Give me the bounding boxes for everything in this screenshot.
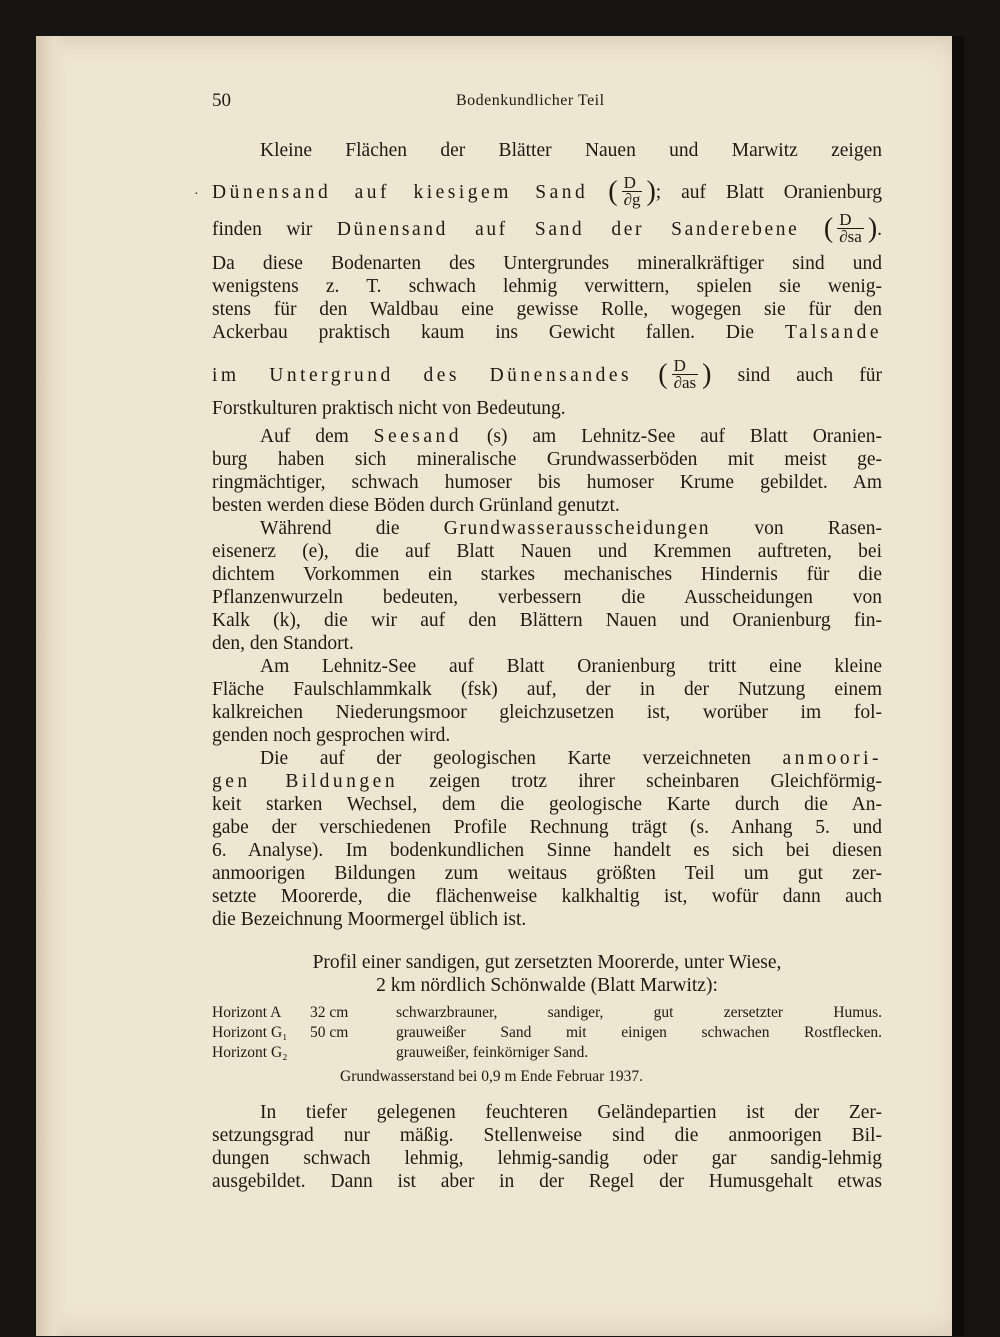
fraction: $\frac{D}{\partial sa}$ <box>839 210 862 246</box>
fraction: $\frac{D}{\partial g}$ <box>623 173 641 209</box>
text-line: Kleine Flächen der Blätter Nauen und Marwitz zeigen <box>260 140 882 161</box>
profile-title: 2 km nördlich Schönwalde (Blatt Marwitz): <box>376 975 718 996</box>
text-line: genden noch gesprochen wird. <box>212 725 451 746</box>
text-line: den, den Standort. <box>212 633 354 654</box>
text-line: Am Lehnitz-See auf Blatt Oranienburg tritt eine kleine <box>260 656 882 677</box>
profile-horizon: Horizont A <box>212 1004 282 1021</box>
text-line: ringmächtiger, schwach humoser bis humoser Krume gebildet. Am <box>212 472 882 493</box>
text-line: Die auf der geologischen Karte verzeichneten anmoori- <box>260 748 882 769</box>
profile-depth: 50 cm <box>310 1024 349 1041</box>
text-line: im Untergrund des Dünensandes ( $\frac{D}{\partial as}$ ) sind auch für <box>212 356 883 392</box>
text-line: stens für den Waldbau eine gewisse Rolle, wogegen sie für den <box>212 299 882 320</box>
text-line: Da diese Bodenarten des Untergrundes mineralkräftiger sind und <box>212 253 882 274</box>
margin-mark: · <box>194 187 199 202</box>
text-line: Forstkulturen praktisch nicht von Bedeutung. <box>212 398 566 419</box>
text-line: Fläche Faulschlammkalk (fsk) auf, der in der Nutzung einem <box>212 679 882 700</box>
text-line: wenigstens z. T. schwach lehmig verwittern, spielen sie wenig- <box>212 276 882 297</box>
text-line: Pflanzenwurzeln bedeuten, verbessern die Ausscheidungen von <box>212 587 882 608</box>
text-line: keit starken Wechsel, dem die geologische Karte durch die An- <box>212 794 882 815</box>
profile-description: grauweißer Sand mit einigen schwachen Rostflecken. <box>396 1024 882 1041</box>
text-line: In tiefer gelegenen feuchteren Geländepartien ist der Zer- <box>260 1102 882 1123</box>
page-spine-shadow <box>36 36 66 1336</box>
text-line: Dünensand auf kiesigem Sand ( $\frac{D}{\partial g}$ ); auf Blatt Oranienburg <box>212 173 882 209</box>
text-line: burg haben sich mineralische Grundwasserböden mit meist ge- <box>212 449 882 470</box>
text-line: finden wir Dünensand auf Sand der Sanderebene ( $\frac{D}{\partial sa}$ ). <box>212 210 883 246</box>
text-line: setzte Moorerde, die flächenweise kalkhaltig ist, wofür dann auch <box>212 886 882 907</box>
facing-page-edge <box>952 36 964 1336</box>
text-line: dichtem Vorkommen ein starkes mechanisches Hindernis für die <box>212 564 882 585</box>
profile-horizon: Horizont G₁ <box>212 1024 288 1041</box>
text-line: besten werden diese Böden durch Grünland genutzt. <box>212 495 620 516</box>
text-line: anmoorigen Bildungen zum weitaus größten Teil um gut zer- <box>212 863 882 884</box>
profile-footer: Grundwasserstand bei 0,9 m Ende Februar 1937. <box>340 1068 644 1085</box>
profile-depth: 32 cm <box>310 1004 349 1021</box>
profile-description: schwarzbrauner, sandiger, gut zersetzter Humus. <box>396 1004 882 1021</box>
text-line: Kalk (k), die wir auf den Blättern Nauen und Oranienburg fin- <box>212 610 882 631</box>
text-line: die Bezeichnung Moormergel üblich ist. <box>212 909 527 930</box>
text-line: setzungsgrad nur mäßig. Stellenweise sind die anmoorigen Bil- <box>212 1125 882 1146</box>
text-line: gabe der verschiedenen Profile Rechnung trägt (s. Anhang 5. und <box>212 817 882 838</box>
page-number: 50 <box>212 90 231 111</box>
profile-description: grauweißer, feinkörniger Sand. <box>396 1044 589 1061</box>
text-line: Während die Grundwasserausscheidungen von Rasen- <box>260 518 882 539</box>
text-line: dungen schwach lehmig, lehmig-sandig oder gar sandig-lehmig <box>212 1148 882 1169</box>
profile-title: Profil einer sandigen, gut zersetzten Moorerde, unter Wiese, <box>312 952 782 973</box>
text-line: gen Bildungen zeigen trotz ihrer scheinbaren Gleichförmig- <box>212 771 883 792</box>
text-line: 6. Analyse). Im bodenkundlichen Sinne handelt es sich bei diesen <box>212 840 882 861</box>
profile-horizon: Horizont G₂ <box>212 1044 288 1061</box>
text-line: Ackerbau praktisch kaum ins Gewicht fallen. Die Talsande <box>212 322 882 343</box>
text-line: Auf dem Seesand (s) am Lehnitz-See auf Blatt Oranien- <box>260 426 883 447</box>
running-header: Bodenkundlicher Teil <box>456 92 605 109</box>
fraction: $\frac{D}{\partial as}$ <box>673 356 697 392</box>
text-line: eisenerz (e), die auf Blatt Nauen und Kremmen auftreten, bei <box>212 541 882 562</box>
text-line: ausgebildet. Dann ist aber in der Regel der Humusgehalt etwas <box>212 1171 882 1192</box>
text-line: kalkreichen Niederungsmoor gleichzusetzen ist, worüber im fol- <box>212 702 882 723</box>
